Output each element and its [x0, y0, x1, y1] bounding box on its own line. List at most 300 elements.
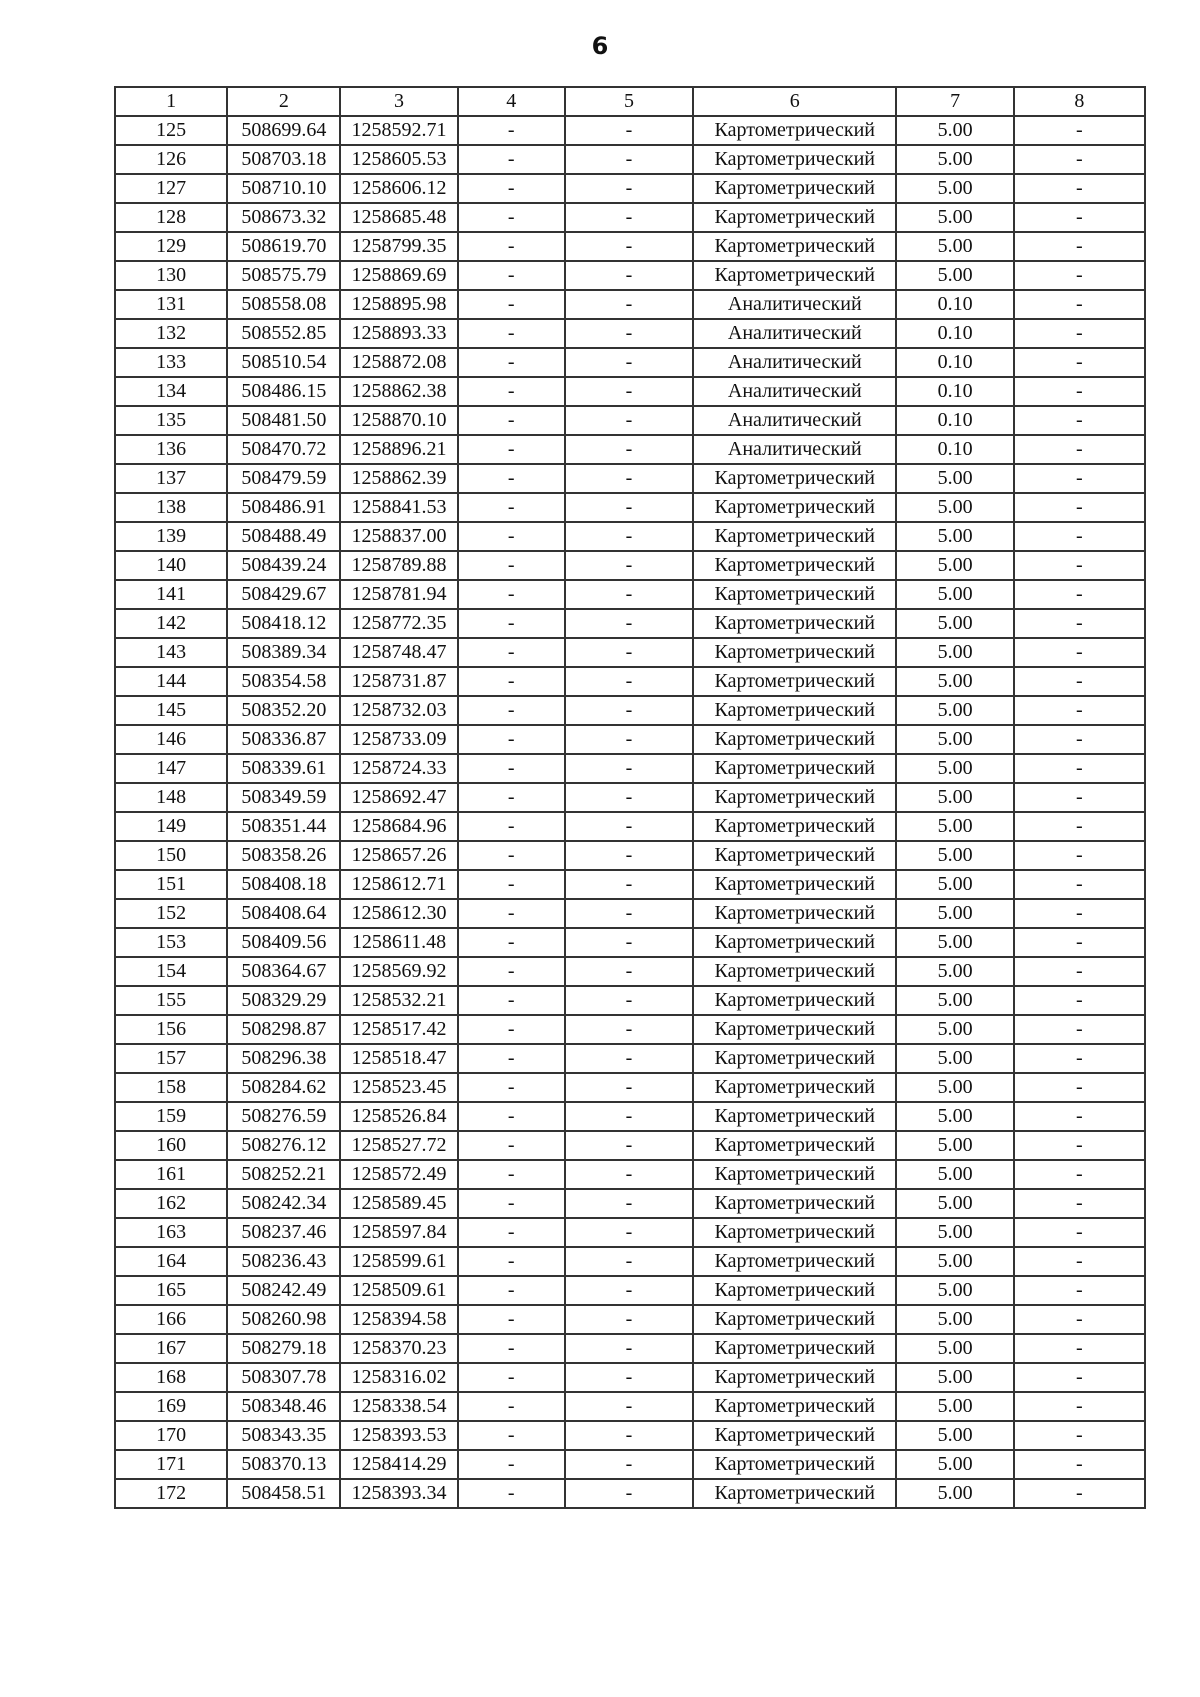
- cell-col-4: -: [458, 1102, 565, 1131]
- cell-point-number: 130: [115, 261, 227, 290]
- cell-method: Картометрический: [693, 1073, 896, 1102]
- cell-accuracy: 5.00: [896, 145, 1013, 174]
- cell-method: Аналитический: [693, 435, 896, 464]
- coordinates-table: [114, 86, 1146, 1509]
- cell-col-5: -: [565, 1334, 693, 1363]
- cell-col-8: -: [1014, 1334, 1145, 1363]
- cell-accuracy: 5.00: [896, 754, 1013, 783]
- cell-point-number: 172: [115, 1479, 227, 1508]
- cell-method: Аналитический: [693, 406, 896, 435]
- cell-accuracy: 5.00: [896, 696, 1013, 725]
- cell-col-8: -: [1014, 1189, 1145, 1218]
- column-header-8: 8: [1014, 87, 1145, 116]
- cell-col-5: -: [565, 1450, 693, 1479]
- column-header-6: 6: [693, 87, 896, 116]
- cell-col-5: -: [565, 1044, 693, 1073]
- table-row: [115, 870, 1145, 899]
- table-row: [115, 261, 1145, 290]
- cell-point-number: 167: [115, 1334, 227, 1363]
- cell-col-8: -: [1014, 1044, 1145, 1073]
- table-row: [115, 1218, 1145, 1247]
- cell-method: Аналитический: [693, 377, 896, 406]
- table-row: [115, 522, 1145, 551]
- cell-x-coordinate: 508242.49: [227, 1276, 340, 1305]
- cell-point-number: 147: [115, 754, 227, 783]
- cell-col-4: -: [458, 406, 565, 435]
- cell-x-coordinate: 508236.43: [227, 1247, 340, 1276]
- cell-y-coordinate: 1258657.26: [340, 841, 457, 870]
- cell-col-8: -: [1014, 986, 1145, 1015]
- cell-col-4: -: [458, 1421, 565, 1450]
- cell-y-coordinate: 1258606.12: [340, 174, 457, 203]
- cell-y-coordinate: 1258526.84: [340, 1102, 457, 1131]
- cell-method: Картометрический: [693, 1392, 896, 1421]
- cell-col-4: -: [458, 986, 565, 1015]
- cell-col-4: -: [458, 261, 565, 290]
- cell-method: Картометрический: [693, 870, 896, 899]
- cell-col-8: -: [1014, 319, 1145, 348]
- cell-x-coordinate: 508276.59: [227, 1102, 340, 1131]
- cell-accuracy: 5.00: [896, 1363, 1013, 1392]
- cell-y-coordinate: 1258612.30: [340, 899, 457, 928]
- cell-point-number: 153: [115, 928, 227, 957]
- table-row: [115, 1247, 1145, 1276]
- cell-y-coordinate: 1258370.23: [340, 1334, 457, 1363]
- table-row: [115, 928, 1145, 957]
- cell-col-5: -: [565, 290, 693, 319]
- cell-method: Картометрический: [693, 1015, 896, 1044]
- cell-accuracy: 5.00: [896, 1421, 1013, 1450]
- cell-x-coordinate: 508389.34: [227, 638, 340, 667]
- cell-x-coordinate: 508408.64: [227, 899, 340, 928]
- table-row: [115, 580, 1145, 609]
- cell-accuracy: 5.00: [896, 116, 1013, 145]
- table-row: [115, 1160, 1145, 1189]
- cell-accuracy: 0.10: [896, 319, 1013, 348]
- cell-point-number: 154: [115, 957, 227, 986]
- table-row: [115, 145, 1145, 174]
- cell-point-number: 162: [115, 1189, 227, 1218]
- table-row: [115, 986, 1145, 1015]
- cell-x-coordinate: 508552.85: [227, 319, 340, 348]
- cell-point-number: 132: [115, 319, 227, 348]
- table-row: [115, 1421, 1145, 1450]
- cell-method: Картометрический: [693, 1102, 896, 1131]
- cell-col-5: -: [565, 116, 693, 145]
- cell-accuracy: 5.00: [896, 870, 1013, 899]
- cell-col-5: -: [565, 551, 693, 580]
- cell-col-5: -: [565, 1160, 693, 1189]
- cell-method: Картометрический: [693, 725, 896, 754]
- cell-accuracy: 5.00: [896, 1044, 1013, 1073]
- cell-col-5: -: [565, 174, 693, 203]
- table-row: [115, 1479, 1145, 1508]
- cell-col-5: -: [565, 1421, 693, 1450]
- cell-y-coordinate: 1258893.33: [340, 319, 457, 348]
- cell-point-number: 129: [115, 232, 227, 261]
- table-row: [115, 290, 1145, 319]
- cell-col-5: -: [565, 1305, 693, 1334]
- cell-point-number: 131: [115, 290, 227, 319]
- cell-accuracy: 5.00: [896, 609, 1013, 638]
- cell-point-number: 151: [115, 870, 227, 899]
- table-row: [115, 174, 1145, 203]
- cell-col-4: -: [458, 348, 565, 377]
- table-row: [115, 1392, 1145, 1421]
- cell-point-number: 136: [115, 435, 227, 464]
- cell-point-number: 144: [115, 667, 227, 696]
- table-row: [115, 1102, 1145, 1131]
- cell-x-coordinate: 508329.29: [227, 986, 340, 1015]
- cell-accuracy: 5.00: [896, 261, 1013, 290]
- cell-y-coordinate: 1258517.42: [340, 1015, 457, 1044]
- cell-accuracy: 5.00: [896, 1131, 1013, 1160]
- cell-y-coordinate: 1258692.47: [340, 783, 457, 812]
- cell-accuracy: 0.10: [896, 290, 1013, 319]
- cell-col-4: -: [458, 1392, 565, 1421]
- cell-col-4: -: [458, 1305, 565, 1334]
- cell-x-coordinate: 508260.98: [227, 1305, 340, 1334]
- cell-point-number: 139: [115, 522, 227, 551]
- cell-x-coordinate: 508486.91: [227, 493, 340, 522]
- cell-col-8: -: [1014, 203, 1145, 232]
- cell-col-4: -: [458, 116, 565, 145]
- cell-accuracy: 5.00: [896, 986, 1013, 1015]
- cell-col-5: -: [565, 1479, 693, 1508]
- column-header-2: 2: [227, 87, 340, 116]
- cell-col-8: -: [1014, 348, 1145, 377]
- cell-accuracy: 5.00: [896, 1247, 1013, 1276]
- cell-method: Картометрический: [693, 261, 896, 290]
- cell-x-coordinate: 508510.54: [227, 348, 340, 377]
- table-row: [115, 841, 1145, 870]
- cell-y-coordinate: 1258724.33: [340, 754, 457, 783]
- cell-point-number: 141: [115, 580, 227, 609]
- cell-y-coordinate: 1258837.00: [340, 522, 457, 551]
- cell-accuracy: 0.10: [896, 348, 1013, 377]
- column-header-7: 7: [896, 87, 1013, 116]
- cell-y-coordinate: 1258612.71: [340, 870, 457, 899]
- cell-method: Картометрический: [693, 667, 896, 696]
- cell-x-coordinate: 508339.61: [227, 754, 340, 783]
- cell-point-number: 155: [115, 986, 227, 1015]
- cell-y-coordinate: 1258872.08: [340, 348, 457, 377]
- cell-col-4: -: [458, 1044, 565, 1073]
- cell-accuracy: 5.00: [896, 203, 1013, 232]
- cell-method: Картометрический: [693, 986, 896, 1015]
- cell-x-coordinate: 508296.38: [227, 1044, 340, 1073]
- cell-y-coordinate: 1258862.38: [340, 377, 457, 406]
- cell-x-coordinate: 508242.34: [227, 1189, 340, 1218]
- cell-accuracy: 5.00: [896, 580, 1013, 609]
- cell-col-4: -: [458, 522, 565, 551]
- cell-method: Картометрический: [693, 696, 896, 725]
- cell-point-number: 134: [115, 377, 227, 406]
- table-row: [115, 551, 1145, 580]
- cell-y-coordinate: 1258772.35: [340, 609, 457, 638]
- cell-col-8: -: [1014, 783, 1145, 812]
- table-row: [115, 754, 1145, 783]
- cell-accuracy: 5.00: [896, 1392, 1013, 1421]
- table-row: [115, 1334, 1145, 1363]
- cell-point-number: 159: [115, 1102, 227, 1131]
- cell-col-5: -: [565, 1276, 693, 1305]
- table-row: [115, 1363, 1145, 1392]
- cell-col-4: -: [458, 1189, 565, 1218]
- cell-point-number: 156: [115, 1015, 227, 1044]
- cell-col-4: -: [458, 1073, 565, 1102]
- cell-col-4: -: [458, 145, 565, 174]
- cell-point-number: 143: [115, 638, 227, 667]
- cell-accuracy: 0.10: [896, 406, 1013, 435]
- cell-accuracy: 5.00: [896, 667, 1013, 696]
- cell-method: Картометрический: [693, 928, 896, 957]
- cell-col-8: -: [1014, 1450, 1145, 1479]
- cell-x-coordinate: 508439.24: [227, 551, 340, 580]
- cell-accuracy: 5.00: [896, 232, 1013, 261]
- cell-x-coordinate: 508703.18: [227, 145, 340, 174]
- cell-method: Картометрический: [693, 551, 896, 580]
- cell-method: Аналитический: [693, 290, 896, 319]
- cell-point-number: 163: [115, 1218, 227, 1247]
- cell-col-8: -: [1014, 841, 1145, 870]
- cell-y-coordinate: 1258523.45: [340, 1073, 457, 1102]
- cell-col-5: -: [565, 435, 693, 464]
- cell-y-coordinate: 1258592.71: [340, 116, 457, 145]
- cell-y-coordinate: 1258789.88: [340, 551, 457, 580]
- cell-point-number: 160: [115, 1131, 227, 1160]
- cell-col-8: -: [1014, 812, 1145, 841]
- cell-col-8: -: [1014, 406, 1145, 435]
- cell-accuracy: 5.00: [896, 1015, 1013, 1044]
- cell-x-coordinate: 508336.87: [227, 725, 340, 754]
- cell-x-coordinate: 508284.62: [227, 1073, 340, 1102]
- cell-x-coordinate: 508619.70: [227, 232, 340, 261]
- cell-col-8: -: [1014, 1102, 1145, 1131]
- cell-accuracy: 5.00: [896, 638, 1013, 667]
- cell-method: Картометрический: [693, 1189, 896, 1218]
- cell-col-8: -: [1014, 1421, 1145, 1450]
- cell-point-number: 170: [115, 1421, 227, 1450]
- cell-y-coordinate: 1258870.10: [340, 406, 457, 435]
- table-row: [115, 1044, 1145, 1073]
- table-row: [115, 116, 1145, 145]
- cell-x-coordinate: 508470.72: [227, 435, 340, 464]
- cell-x-coordinate: 508276.12: [227, 1131, 340, 1160]
- cell-accuracy: 0.10: [896, 377, 1013, 406]
- table-header-row: [115, 87, 1145, 116]
- cell-point-number: 149: [115, 812, 227, 841]
- cell-col-5: -: [565, 957, 693, 986]
- cell-x-coordinate: 508307.78: [227, 1363, 340, 1392]
- cell-col-5: -: [565, 348, 693, 377]
- cell-method: Картометрический: [693, 957, 896, 986]
- cell-x-coordinate: 508352.20: [227, 696, 340, 725]
- cell-method: Аналитический: [693, 319, 896, 348]
- cell-method: Картометрический: [693, 783, 896, 812]
- cell-col-5: -: [565, 812, 693, 841]
- cell-method: Картометрический: [693, 1276, 896, 1305]
- cell-method: Картометрический: [693, 1421, 896, 1450]
- cell-col-8: -: [1014, 725, 1145, 754]
- table-row: [115, 1450, 1145, 1479]
- cell-y-coordinate: 1258748.47: [340, 638, 457, 667]
- cell-x-coordinate: 508429.67: [227, 580, 340, 609]
- cell-point-number: 145: [115, 696, 227, 725]
- cell-col-4: -: [458, 493, 565, 522]
- cell-col-4: -: [458, 1334, 565, 1363]
- cell-point-number: 128: [115, 203, 227, 232]
- table-row: [115, 493, 1145, 522]
- column-header-3: 3: [340, 87, 457, 116]
- cell-y-coordinate: 1258781.94: [340, 580, 457, 609]
- cell-col-8: -: [1014, 928, 1145, 957]
- cell-col-5: -: [565, 928, 693, 957]
- table-row: [115, 1131, 1145, 1160]
- cell-col-8: -: [1014, 696, 1145, 725]
- cell-x-coordinate: 508370.13: [227, 1450, 340, 1479]
- cell-y-coordinate: 1258896.21: [340, 435, 457, 464]
- table-body: [115, 116, 1145, 1508]
- table-row: [115, 609, 1145, 638]
- cell-col-8: -: [1014, 522, 1145, 551]
- cell-col-4: -: [458, 290, 565, 319]
- cell-col-4: -: [458, 899, 565, 928]
- cell-point-number: 166: [115, 1305, 227, 1334]
- cell-accuracy: 5.00: [896, 174, 1013, 203]
- cell-col-4: -: [458, 725, 565, 754]
- cell-y-coordinate: 1258393.53: [340, 1421, 457, 1450]
- cell-accuracy: 5.00: [896, 1102, 1013, 1131]
- cell-col-8: -: [1014, 580, 1145, 609]
- cell-col-5: -: [565, 1363, 693, 1392]
- cell-method: Аналитический: [693, 348, 896, 377]
- cell-accuracy: 5.00: [896, 812, 1013, 841]
- cell-accuracy: 5.00: [896, 1218, 1013, 1247]
- cell-col-8: -: [1014, 667, 1145, 696]
- cell-col-4: -: [458, 174, 565, 203]
- cell-accuracy: 5.00: [896, 1305, 1013, 1334]
- cell-col-5: -: [565, 783, 693, 812]
- cell-col-5: -: [565, 406, 693, 435]
- cell-col-8: -: [1014, 145, 1145, 174]
- cell-accuracy: 5.00: [896, 841, 1013, 870]
- cell-col-4: -: [458, 1450, 565, 1479]
- cell-col-5: -: [565, 1073, 693, 1102]
- cell-point-number: 135: [115, 406, 227, 435]
- column-header-1: 1: [115, 87, 227, 116]
- cell-y-coordinate: 1258589.45: [340, 1189, 457, 1218]
- cell-point-number: 157: [115, 1044, 227, 1073]
- cell-col-8: -: [1014, 1479, 1145, 1508]
- cell-col-8: -: [1014, 261, 1145, 290]
- cell-y-coordinate: 1258393.34: [340, 1479, 457, 1508]
- cell-col-5: -: [565, 841, 693, 870]
- cell-method: Картометрический: [693, 580, 896, 609]
- cell-col-5: -: [565, 261, 693, 290]
- cell-x-coordinate: 508418.12: [227, 609, 340, 638]
- cell-y-coordinate: 1258518.47: [340, 1044, 457, 1073]
- cell-y-coordinate: 1258895.98: [340, 290, 457, 319]
- cell-col-5: -: [565, 1392, 693, 1421]
- cell-y-coordinate: 1258414.29: [340, 1450, 457, 1479]
- column-header-5: 5: [565, 87, 693, 116]
- cell-col-4: -: [458, 203, 565, 232]
- table-row: [115, 696, 1145, 725]
- table-row: [115, 812, 1145, 841]
- cell-method: Картометрический: [693, 1479, 896, 1508]
- cell-col-8: -: [1014, 290, 1145, 319]
- cell-col-5: -: [565, 725, 693, 754]
- cell-col-4: -: [458, 1276, 565, 1305]
- cell-col-8: -: [1014, 1392, 1145, 1421]
- cell-col-4: -: [458, 609, 565, 638]
- cell-col-4: -: [458, 1131, 565, 1160]
- cell-method: Картометрический: [693, 1218, 896, 1247]
- cell-point-number: 146: [115, 725, 227, 754]
- cell-x-coordinate: 508349.59: [227, 783, 340, 812]
- cell-point-number: 127: [115, 174, 227, 203]
- cell-col-8: -: [1014, 899, 1145, 928]
- cell-col-4: -: [458, 551, 565, 580]
- cell-col-8: -: [1014, 1363, 1145, 1392]
- cell-col-8: -: [1014, 116, 1145, 145]
- cell-accuracy: 5.00: [896, 899, 1013, 928]
- cell-col-4: -: [458, 464, 565, 493]
- cell-y-coordinate: 1258597.84: [340, 1218, 457, 1247]
- table-row: [115, 232, 1145, 261]
- cell-x-coordinate: 508252.21: [227, 1160, 340, 1189]
- cell-col-5: -: [565, 1015, 693, 1044]
- cell-y-coordinate: 1258599.61: [340, 1247, 457, 1276]
- cell-method: Картометрический: [693, 841, 896, 870]
- cell-col-5: -: [565, 522, 693, 551]
- cell-col-8: -: [1014, 435, 1145, 464]
- cell-point-number: 171: [115, 1450, 227, 1479]
- cell-col-8: -: [1014, 1015, 1145, 1044]
- cell-x-coordinate: 508354.58: [227, 667, 340, 696]
- cell-col-5: -: [565, 319, 693, 348]
- cell-col-8: -: [1014, 551, 1145, 580]
- cell-col-4: -: [458, 580, 565, 609]
- cell-method: Картометрический: [693, 232, 896, 261]
- cell-col-5: -: [565, 638, 693, 667]
- cell-accuracy: 5.00: [896, 725, 1013, 754]
- cell-col-8: -: [1014, 174, 1145, 203]
- cell-method: Картометрический: [693, 116, 896, 145]
- cell-col-8: -: [1014, 1160, 1145, 1189]
- cell-x-coordinate: 508358.26: [227, 841, 340, 870]
- cell-col-5: -: [565, 899, 693, 928]
- cell-col-8: -: [1014, 1073, 1145, 1102]
- cell-y-coordinate: 1258732.03: [340, 696, 457, 725]
- cell-point-number: 140: [115, 551, 227, 580]
- cell-point-number: 152: [115, 899, 227, 928]
- cell-col-5: -: [565, 1218, 693, 1247]
- cell-x-coordinate: 508558.08: [227, 290, 340, 319]
- cell-accuracy: 5.00: [896, 522, 1013, 551]
- table-row: [115, 1015, 1145, 1044]
- cell-x-coordinate: 508488.49: [227, 522, 340, 551]
- cell-y-coordinate: 1258685.48: [340, 203, 457, 232]
- cell-x-coordinate: 508343.35: [227, 1421, 340, 1450]
- cell-col-4: -: [458, 696, 565, 725]
- cell-y-coordinate: 1258569.92: [340, 957, 457, 986]
- cell-col-8: -: [1014, 493, 1145, 522]
- cell-col-8: -: [1014, 1131, 1145, 1160]
- cell-method: Картометрический: [693, 145, 896, 174]
- cell-col-4: -: [458, 435, 565, 464]
